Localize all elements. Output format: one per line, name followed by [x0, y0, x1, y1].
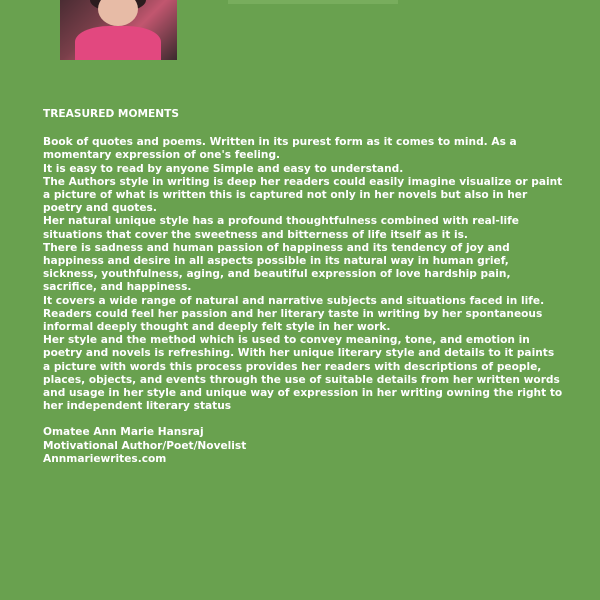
author-photo — [60, 0, 177, 60]
photo-face — [98, 0, 138, 26]
page-title: TREASURED MOMENTS — [43, 108, 179, 120]
paragraph: The Authors style in writing is deep her readers could easily imagine visualize or paint a picture of what is written this is captured not only in her novels but also in her poetry and quotes. — [43, 175, 563, 215]
author-title: Motivational Author/Poet/Novelist — [43, 439, 247, 452]
photo-scarf — [75, 26, 161, 60]
paragraph: Her style and the method which is used to convey meaning, tone, and emotion in poetry and novels is refreshing. With her unique literary style and details to it paints a picture with words this process provides her readers with descriptions of people, places, objects, and events through the use of suitable details from her written words and usage in her style and unique way of expression in her writing owning the right to her independent literary status — [43, 334, 563, 413]
author-website: Annmariewrites.com — [43, 452, 167, 465]
author-name: Omatee Ann Marie Hansraj — [43, 426, 204, 439]
paragraph: Book of quotes and poems. Written in its purest form as it comes to mind. As a momentary expression of one's feeling. — [43, 136, 517, 162]
author-signature — [43, 426, 563, 466]
paragraph: It is easy to read by anyone Simple and easy to understand. — [43, 162, 404, 175]
paragraph: There is sadness and human passion of happiness and its tendency of joy and happiness and desire in all aspects possible in its natural way in human grief, sickness, youthfulness, aging, and beautiful expression of love hardship pain, sacrifice, and happiness. — [43, 241, 511, 294]
back-cover-text — [43, 108, 563, 466]
paragraph: It covers a wide range of natural and narrative subjects and situations faced in life. Readers could feel her passion and her literary taste in writing by her spontaneous informal deeply thought and deeply felt style in her work. — [43, 294, 545, 334]
paragraph: Her natural unique style has a profound thoughtfulness combined with real-life situations that cover the sweetness and bitterness of life itself as it is. — [43, 215, 519, 241]
cropped-title-band — [228, 0, 398, 4]
